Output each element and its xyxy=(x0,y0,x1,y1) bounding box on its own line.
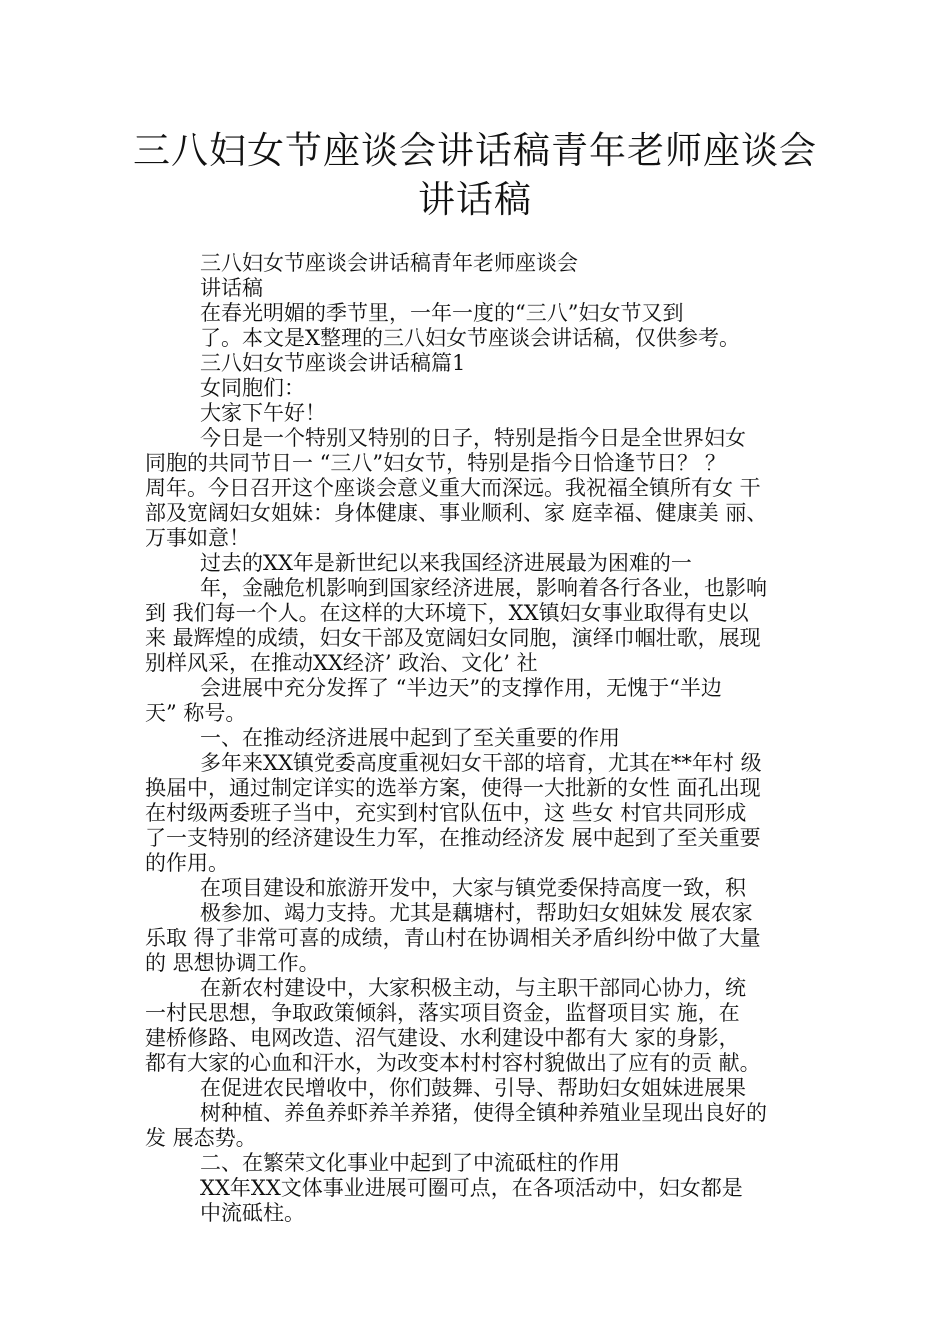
body-line: 了一支特别的经济建设生力军，在推动经济发 展中起到了至关重要 xyxy=(145,826,761,850)
body-line: 会进展中充分发挥了 “半边天”的支撑作用，无愧于“半边 xyxy=(200,676,722,700)
body-line: 三八妇女节座谈会讲话稿青年老师座谈会 xyxy=(200,251,578,275)
body-line: 树种植、养鱼养虾养羊养猪，使得全镇种养殖业呈现出良好的 xyxy=(200,1101,767,1125)
document-title-line-1: 三八妇女节座谈会讲话稿青年老师座谈会 xyxy=(133,129,817,172)
body-line: 万事如意！ xyxy=(145,526,250,550)
body-line: 年，金融危机影响到国家经济进展，影响着各行各业，也影响 xyxy=(200,576,767,600)
body-line: 在新农村建设中，大家积极主动，与主职干部同心协力，统 xyxy=(200,976,746,1000)
body-line: 在春光明媚的季节里，一年一度的“三八”妇女节又到 xyxy=(200,301,684,325)
document-title-line-2: 讲话稿 xyxy=(418,178,532,221)
body-line: 同胞的共同节日一 “三八”妇女节，特别是指今日恰逢节日？ ？ xyxy=(145,451,726,475)
body-line: 的作用。 xyxy=(145,851,229,875)
body-line: 多年来XX镇党委高度重视妇女干部的培育，尤其在**年村 级 xyxy=(200,751,762,775)
body-line: XX年XX文体事业进展可圈可点，在各项活动中，妇女都是 xyxy=(200,1176,743,1200)
body-line: 换届中，通过制定详实的选举方案，使得一大批新的女性 面孔出现 xyxy=(145,776,761,800)
body-line: 的 思想协调工作。 xyxy=(145,951,320,975)
body-line: 部及宽阔妇女姐妹：身体健康、事业顺利、家 庭幸福、健康美 丽、 xyxy=(145,501,768,525)
body-line: 今日是一个特别又特别的日子，特别是指今日是全世界妇女 xyxy=(200,426,746,450)
body-line: 一村民思想，争取政策倾斜，落实项目资金，监督项目实 施，在 xyxy=(145,1001,740,1025)
body-line: 周年。今日召开这个座谈会意义重大而深远。我祝福全镇所有女 干 xyxy=(145,476,761,500)
body-line: 乐取 得了非常可喜的成绩，青山村在协调相关矛盾纠纷中做了大量 xyxy=(145,926,761,950)
body-line: 在村级两委班子当中，充实到村官队伍中，这 些女 村官共同形成 xyxy=(145,801,747,825)
body-line: 天” 称号。 xyxy=(145,701,247,725)
body-line: 别样风采，在推动XX经济’ 政治、文化’ 社 xyxy=(145,651,538,675)
body-line: 建桥修路、电网改造、沼气建设、水利建设中都有大 家的身影， xyxy=(145,1026,740,1050)
body-line: 极参加、竭力支持。尤其是藕塘村，帮助妇女姐妹发 展农家 xyxy=(200,901,753,925)
body-line: 三八妇女节座谈会讲话稿篇1 xyxy=(200,351,466,375)
body-line: 在促进农民增收中，你们鼓舞、引导、帮助妇女姐妹进展果 xyxy=(200,1076,746,1100)
body-line: 过去的XX年是新世纪以来我国经济进展最为困难的一 xyxy=(200,551,692,575)
body-line: 发 展态势。 xyxy=(145,1126,257,1150)
body-line: 讲话稿 xyxy=(200,276,263,300)
section-heading: 二、在繁荣文化事业中起到了中流砥柱的作用 xyxy=(200,1151,620,1175)
body-line: 女同胞们： xyxy=(200,376,305,400)
body-line: 了。本文是X整理的三八妇女节座谈会讲话稿，仅供参考。 xyxy=(200,326,740,350)
body-line: 到 我们每一个人。在这样的大环境下，XX镇妇女事业取得有史以 xyxy=(145,601,749,625)
body-line: 中流砥柱。 xyxy=(200,1201,305,1225)
section-heading: 一、在推动经济进展中起到了至关重要的作用 xyxy=(200,726,620,750)
body-line: 大家下午好！ xyxy=(200,401,326,425)
body-line: 来 最辉煌的成绩，妇女干部及宽阔妇女同胞，演绎巾帼壮歌，展现 xyxy=(145,626,761,650)
body-line: 在项目建设和旅游开发中，大家与镇党委保持高度一致，积 xyxy=(200,876,746,900)
body-line: 都有大家的心血和汗水，为改变本村村容村貌做出了应有的贡 献。 xyxy=(145,1051,761,1075)
